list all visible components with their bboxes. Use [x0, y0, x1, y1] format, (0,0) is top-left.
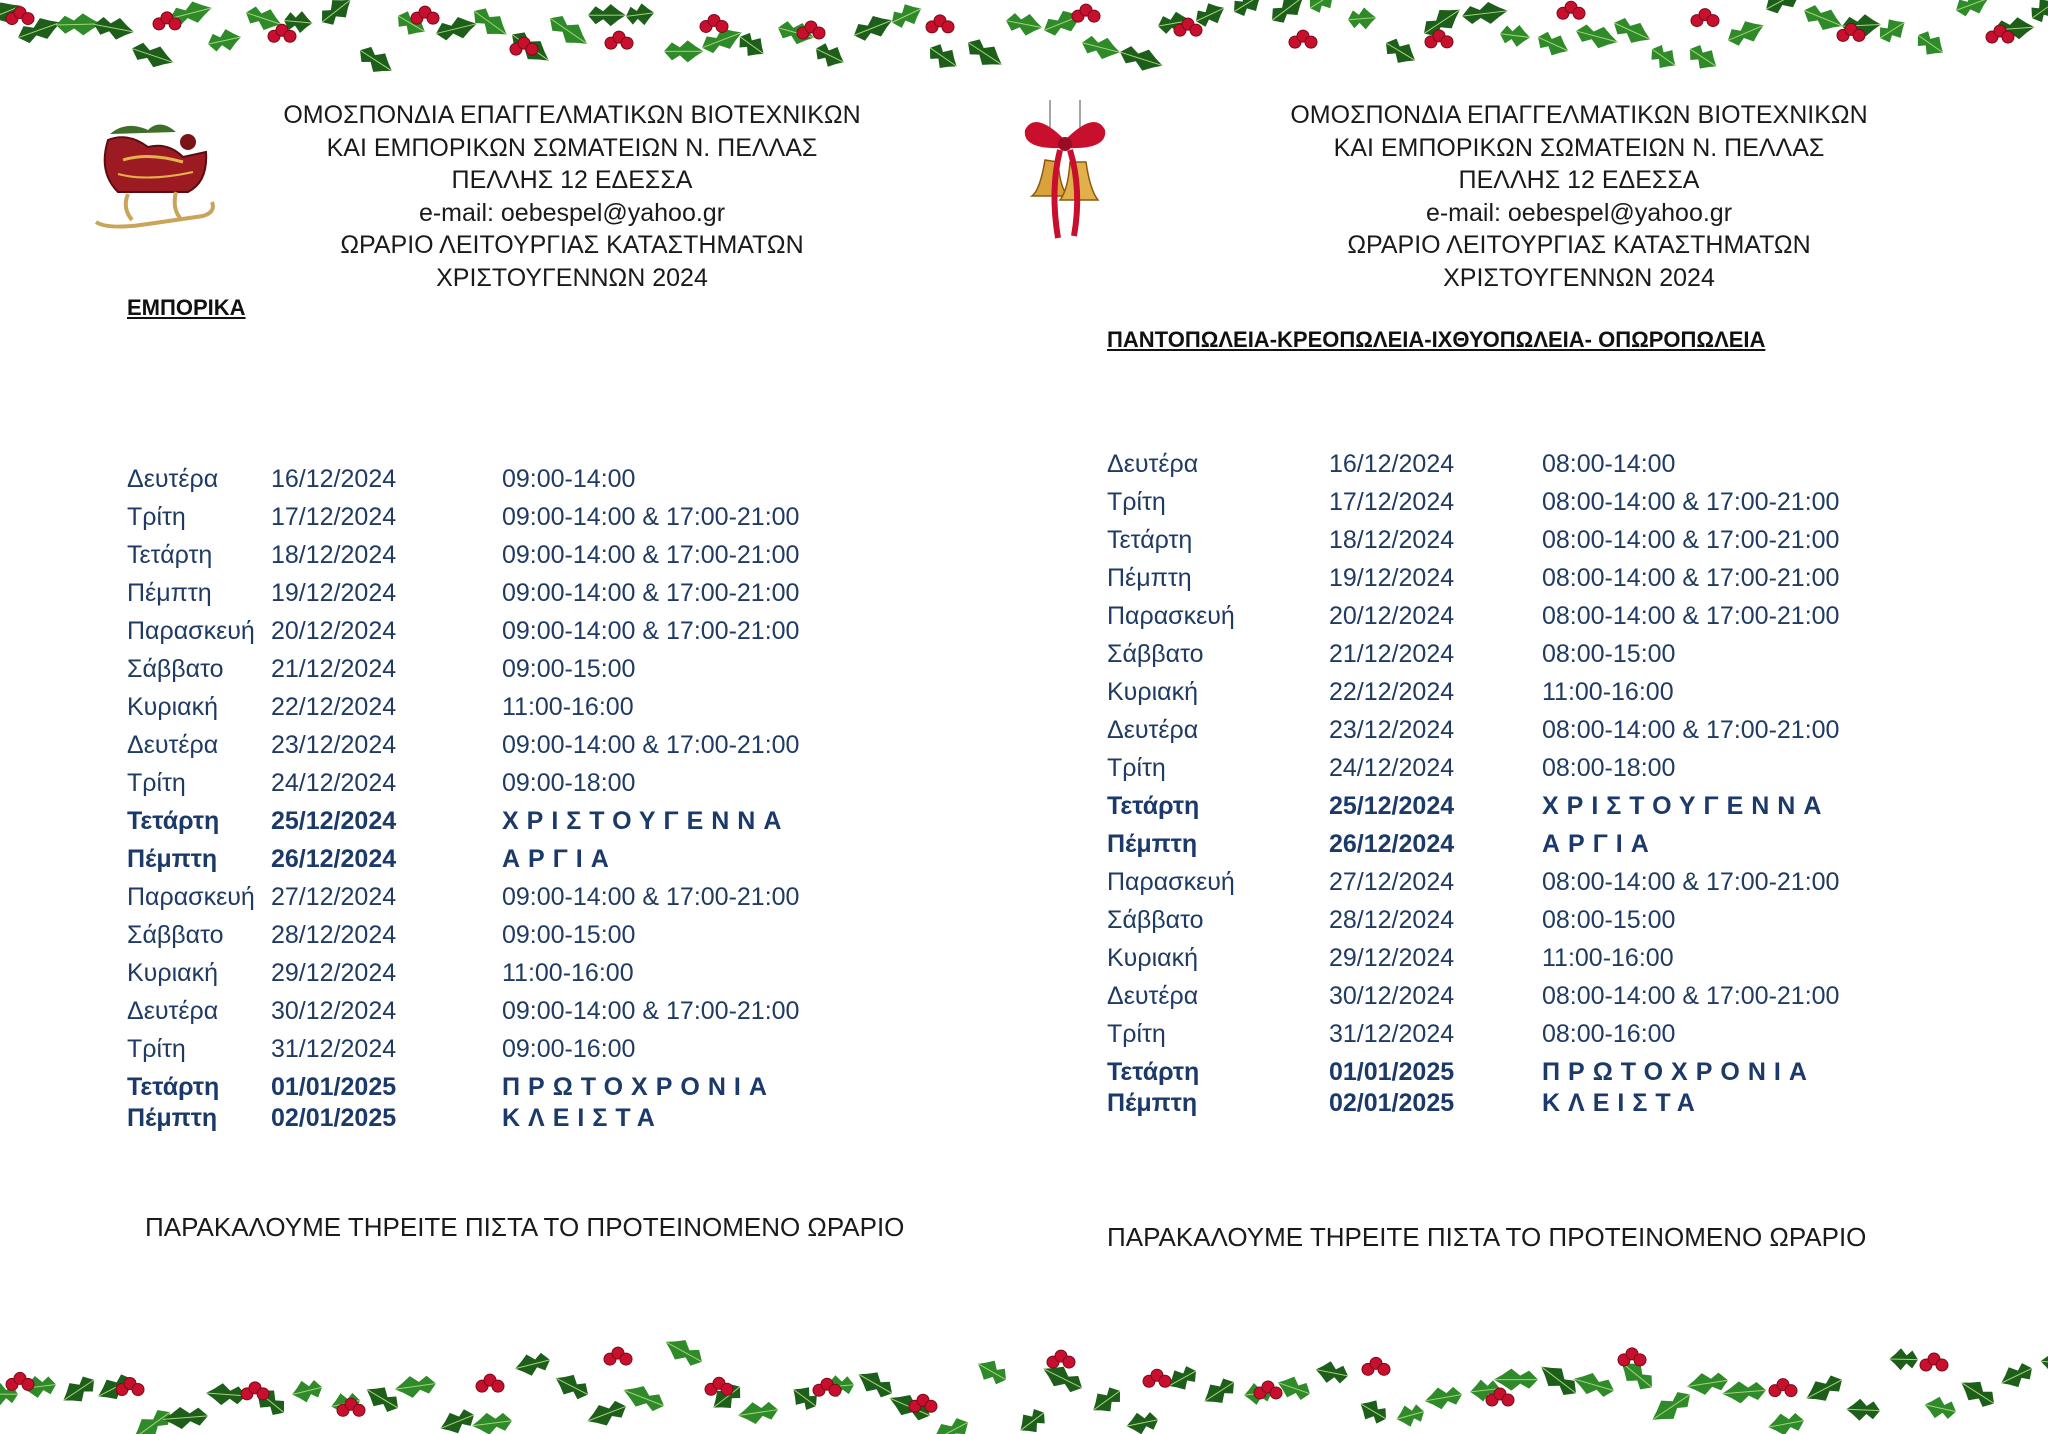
schedule-hours: 08:00-15:00: [1542, 906, 1676, 934]
schedule-day: Παρασκευή: [127, 883, 255, 911]
holly-leaf: [57, 1371, 100, 1410]
schedule-day: Παρασκευή: [127, 617, 255, 645]
schedule-day: Τετάρτη: [1107, 526, 1193, 554]
holly-leaf: [1922, 1394, 1958, 1422]
left-footer-notice: ΠΑΡΑΚΑΛΟΥΜΕ ΤΗΡΕΙΤΕ ΠΙΣΤΑ ΤΟ ΠΡΟΤΕΙΝΟΜΕΝΟ ΩΡΑΡΙΟ: [145, 1212, 905, 1242]
schedule-date: 16/12/2024: [271, 465, 397, 493]
schedule-date: 17/12/2024: [271, 503, 397, 531]
schedule-hours: 08:00-14:00 & 17:00-21:00: [1542, 488, 1840, 516]
schedule-date: 20/12/2024: [1329, 602, 1455, 630]
holly-berry: [1936, 1359, 1948, 1371]
schedule-date: 22/12/2024: [1329, 678, 1455, 706]
schedule-day: Κυριακή: [1107, 678, 1198, 706]
schedule-day: Δευτέρα: [1107, 716, 1199, 744]
schedule-date: 21/12/2024: [271, 655, 397, 683]
schedule-day: Τετάρτη: [127, 541, 213, 569]
schedule-hours: ΠΡΩΤΟΧΡΟΝΙΑ: [502, 1073, 775, 1101]
right-panel: [1024, 0, 2048, 1434]
holly-leaf: [973, 1354, 1012, 1389]
schedule-hours: 09:00-16:00: [502, 1035, 636, 1063]
schedule-date: 22/12/2024: [271, 693, 397, 721]
sleigh-icon: [88, 112, 218, 238]
holly-berry: [1270, 1387, 1282, 1399]
header-line: ΩΡΑΡΙΟ ΛΕΙΤΟΥΡΓΙΑΣ ΚΑΤΑΣΤΗΜΑΤΩΝ: [340, 231, 804, 259]
schedule-day: Τετάρτη: [1107, 792, 1200, 820]
schedule-day: Τρίτη: [1107, 488, 1166, 516]
holly-berry: [1378, 1363, 1390, 1375]
schedule-hours: 08:00-14:00 & 17:00-21:00: [1542, 716, 1840, 744]
holly-leaf: [1314, 1359, 1350, 1387]
schedule-hours: ΚΛΕΙΣΤΑ: [502, 1104, 663, 1132]
header-line: ΟΜΟΣΠΟΝΔΙΑ ΕΠΑΓΓΕΛΜΑΤΙΚΩΝ ΒΙΟΤΕΧΝΙΚΩΝ: [1290, 101, 1868, 129]
holly-leaf: [1355, 1394, 1392, 1428]
bottom-holly-garland: [0, 1312, 2048, 1434]
holly-berry: [925, 1400, 937, 1412]
holly-leaf: [660, 1332, 707, 1371]
schedule-date: 21/12/2024: [1329, 640, 1455, 668]
schedule-date: 29/12/2024: [271, 959, 397, 987]
schedule-hours: 08:00-14:00 & 17:00-21:00: [1542, 602, 1840, 630]
holly-leaf: [162, 1405, 209, 1430]
right-header: [1254, 99, 1904, 294]
holly-leaf: [1198, 1373, 1240, 1411]
holly-leaf: [1646, 1385, 1696, 1429]
schedule-hours: 09:00-14:00 & 17:00-21:00: [502, 579, 800, 607]
schedule-day: Κυριακή: [1107, 944, 1198, 972]
schedule-day: Πέμπτη: [127, 845, 218, 873]
schedule-hours: 08:00-14:00 & 17:00-21:00: [1542, 564, 1840, 592]
holly-leaf: [1955, 1373, 2000, 1412]
header-line: ΧΡΙΣΤΟΥΓΕΝΝΩΝ 2024: [436, 263, 708, 292]
header-line: ΩΡΑΡΙΟ ΛΕΙΤΟΥΡΓΙΑΣ ΚΑΤΑΣΤΗΜΑΤΩΝ: [1347, 231, 1811, 259]
schedule-day: Πέμπτη: [1107, 830, 1198, 858]
schedule-hours: ΧΡΙΣΤΟΥΓΕΝΝΑ: [502, 807, 790, 835]
schedule-hours: ΠΡΩΤΟΧΡΟΝΙΑ: [1542, 1058, 1815, 1086]
schedule-hours: 08:00-14:00: [1542, 450, 1676, 478]
holly-berry: [1159, 1375, 1171, 1387]
holly-leaf: [1766, 1410, 1806, 1434]
schedule-hours: 09:00-14:00: [502, 465, 636, 493]
holly-berry: [620, 1353, 632, 1365]
schedule-date: 18/12/2024: [271, 541, 397, 569]
schedule-date: 23/12/2024: [271, 731, 397, 759]
schedule-hours: ΑΡΓΙΑ: [1542, 830, 1657, 858]
holly-leaf: [551, 1368, 593, 1404]
schedule-day: Τρίτη: [127, 769, 186, 797]
schedule-hours: 08:00-16:00: [1542, 1020, 1676, 1048]
schedule-date: 26/12/2024: [271, 845, 397, 873]
schedule-hours: 11:00-16:00: [502, 693, 634, 721]
schedule-day: Πέμπτη: [1107, 1089, 1198, 1117]
schedule-date: 19/12/2024: [1329, 564, 1455, 592]
schedule-hours: 09:00-14:00 & 17:00-21:00: [502, 883, 800, 911]
schedule-day: Σάββατο: [127, 655, 224, 683]
header-line: ΧΡΙΣΤΟΥΓΕΝΝΩΝ 2024: [1443, 263, 1715, 292]
schedule-date: 02/01/2025: [1329, 1089, 1455, 1117]
schedule-date: 24/12/2024: [271, 769, 397, 797]
schedule-date: 28/12/2024: [1329, 906, 1455, 934]
header-line: ΠΕΛΛΗΣ 12 ΕΔΕΣΣΑ: [1458, 166, 1700, 194]
holly-leaf: [853, 1365, 897, 1403]
schedule-date: 24/12/2024: [1329, 754, 1455, 782]
holly-berry: [829, 1384, 841, 1396]
holly-leaf: [1801, 1370, 1847, 1408]
holly-leaf: [1423, 1384, 1464, 1412]
schedule-date: 18/12/2024: [1329, 526, 1455, 554]
holly-leaf: [1394, 1401, 1427, 1430]
schedule-day: Τρίτη: [1107, 754, 1166, 782]
holly-leaf: [1038, 1359, 1086, 1398]
schedule-date: 23/12/2024: [1329, 716, 1455, 744]
header-line: ΚΑΙ ΕΜΠΟΡΙΚΩΝ ΣΩΜΑΤΕΙΩΝ Ν. ΠΕΛΛΑΣ: [326, 133, 818, 162]
holly-leaf: [290, 1377, 325, 1406]
schedule-day: Κυριακή: [127, 959, 218, 987]
holly-leaf: [1846, 1398, 1880, 1421]
holly-leaf: [1996, 1358, 2036, 1393]
holly-leaf: [436, 1405, 478, 1434]
schedule-hours: 08:00-14:00 & 17:00-21:00: [1542, 982, 1840, 1010]
schedule-hours: 09:00-14:00 & 17:00-21:00: [502, 617, 800, 645]
holly-leaf: [736, 1399, 779, 1427]
schedule-date: 02/01/2025: [271, 1104, 397, 1132]
holly-berry: [353, 1404, 365, 1416]
schedule-day: Παρασκευή: [1107, 868, 1235, 896]
holly-leaf: [620, 1380, 668, 1416]
header-line: e-mail: oebespel@yahoo.gr: [1425, 198, 1733, 227]
holly-leaf: [583, 1396, 630, 1431]
right-category-title: ΠΑΝΤΟΠΩΛΕΙΑ-ΚΡΕΟΠΩΛΕΙΑ-ΙΧΘΥΟΠΩΛΕΙΑ- ΟΠΩΡΟΠΩΛΕΙΑ: [1107, 327, 1766, 352]
header-line: e-mail: oebespel@yahoo.gr: [418, 198, 726, 227]
schedule-day: Πέμπτη: [127, 1104, 218, 1132]
schedule-day: Δευτέρα: [127, 731, 219, 759]
schedule-day: Τετάρτη: [127, 1073, 220, 1101]
schedule-day: Σάββατο: [127, 921, 224, 949]
schedule-day: Δευτέρα: [1107, 450, 1199, 478]
schedule-date: 30/12/2024: [1329, 982, 1455, 1010]
schedule-day: Σάββατο: [1107, 640, 1204, 668]
holly-leaf: [1570, 1368, 1617, 1401]
schedule-day: Δευτέρα: [1107, 982, 1199, 1010]
holly-berry: [22, 1378, 34, 1390]
schedule-date: 27/12/2024: [271, 883, 397, 911]
holly-leaf: [1087, 1382, 1127, 1419]
schedule-date: 28/12/2024: [271, 921, 397, 949]
schedule-hours: 09:00-14:00 & 17:00-21:00: [502, 731, 800, 759]
holly-berry: [132, 1383, 144, 1395]
schedule-hours: 11:00-16:00: [1542, 678, 1674, 706]
holly-leaf: [361, 1380, 404, 1418]
schedule-hours: 09:00-14:00 & 17:00-21:00: [502, 997, 800, 1025]
schedule-day: Πέμπτη: [1107, 564, 1192, 592]
holly-garland-bottom-graphic: [0, 1312, 2048, 1434]
schedule-date: 01/01/2025: [1329, 1058, 1455, 1086]
schedule-day: Κυριακή: [127, 693, 218, 721]
holly-leaf: [927, 1413, 973, 1434]
schedule-day: Σάββατο: [1107, 906, 1204, 934]
holly-berry: [1785, 1385, 1797, 1397]
holly-leaf: [1494, 1369, 1538, 1391]
schedule-hours: 08:00-14:00 & 17:00-21:00: [1542, 526, 1840, 554]
schedule-day: Παρασκευή: [1107, 602, 1235, 630]
schedule-date: 25/12/2024: [1329, 792, 1455, 820]
schedule-date: 17/12/2024: [1329, 488, 1455, 516]
holly-berry: [492, 1380, 504, 1392]
holly-berry: [1634, 1354, 1646, 1366]
schedule-hours: 09:00-14:00 & 17:00-21:00: [502, 503, 800, 531]
schedule-day: Τρίτη: [1107, 1020, 1166, 1048]
schedule-date: 29/12/2024: [1329, 944, 1455, 972]
header-line: ΠΕΛΛΗΣ 12 ΕΔΕΣΣΑ: [451, 166, 693, 194]
schedule-hours: 09:00-14:00 & 17:00-21:00: [502, 541, 800, 569]
schedule-date: 01/01/2025: [271, 1073, 397, 1101]
schedule-hours: 11:00-16:00: [1542, 944, 1674, 972]
holly-leaf: [1889, 1348, 1918, 1371]
holly-berry: [721, 1383, 733, 1395]
header-line: ΚΑΙ ΕΜΠΟΡΙΚΩΝ ΣΩΜΑΤΕΙΩΝ Ν. ΠΕΛΛΑΣ: [1333, 133, 1825, 162]
schedule-hours: 09:00-18:00: [502, 769, 636, 797]
schedule-date: 20/12/2024: [271, 617, 397, 645]
schedule-hours: 09:00-15:00: [502, 655, 636, 683]
schedule-day: Τετάρτη: [1107, 1058, 1200, 1086]
schedule-hours: 11:00-16:00: [502, 959, 634, 987]
schedule-day: Πέμπτη: [127, 579, 212, 607]
schedule-day: Δευτέρα: [127, 997, 219, 1025]
schedule-hours: 08:00-14:00 & 17:00-21:00: [1542, 868, 1840, 896]
left-header: [272, 99, 872, 294]
schedule-date: 19/12/2024: [271, 579, 397, 607]
schedule-day: Τρίτη: [127, 503, 186, 531]
holly-berry: [1063, 1356, 1075, 1368]
schedule-date: 26/12/2024: [1329, 830, 1455, 858]
holly-leaf: [513, 1349, 553, 1379]
holly-leaf: [1124, 1409, 1160, 1434]
schedule-date: 30/12/2024: [271, 997, 397, 1025]
schedule-day: Δευτέρα: [127, 465, 219, 493]
schedule-date: 31/12/2024: [271, 1035, 397, 1063]
right-footer-notice: ΠΑΡΑΚΑΛΟΥΜΕ ΤΗΡΕΙΤΕ ΠΙΣΤΑ ΤΟ ΠΡΟΤΕΙΝΟΜΕΝΟ ΩΡΑΡΙΟ: [1107, 1222, 1867, 1252]
schedule-hours: 08:00-18:00: [1542, 754, 1676, 782]
holly-leaf: [1721, 1379, 1766, 1404]
schedule-hours: ΚΛΕΙΣΤΑ: [1542, 1089, 1703, 1117]
left-category-title: ΕΜΠΟΡΙΚΑ: [127, 295, 246, 320]
schedule-date: 27/12/2024: [1329, 868, 1455, 896]
schedule-date: 25/12/2024: [271, 807, 397, 835]
holly-berry: [1502, 1394, 1514, 1406]
holly-leaf: [471, 1410, 514, 1434]
schedule-hours: ΧΡΙΣΤΟΥΓΕΝΝΑ: [1542, 792, 1830, 820]
holly-leaf: [2040, 1350, 2048, 1375]
holly-leaf: [393, 1373, 437, 1400]
schedule-day: Τρίτη: [127, 1035, 186, 1063]
schedule-hours: 09:00-15:00: [502, 921, 636, 949]
schedule-hours: 08:00-15:00: [1542, 640, 1676, 668]
schedule-date: 31/12/2024: [1329, 1020, 1455, 1048]
schedule-day: Τετάρτη: [127, 807, 220, 835]
holly-leaf: [1014, 1404, 1051, 1434]
header-line: ΟΜΟΣΠΟΝΔΙΑ ΕΠΑΓΓΕΛΜΑΤΙΚΩΝ ΒΙΟΤΕΧΝΙΚΩΝ: [283, 101, 861, 129]
schedule-date: 16/12/2024: [1329, 450, 1455, 478]
holly-berry: [257, 1388, 269, 1400]
schedule-hours: ΑΡΓΙΑ: [502, 845, 617, 873]
